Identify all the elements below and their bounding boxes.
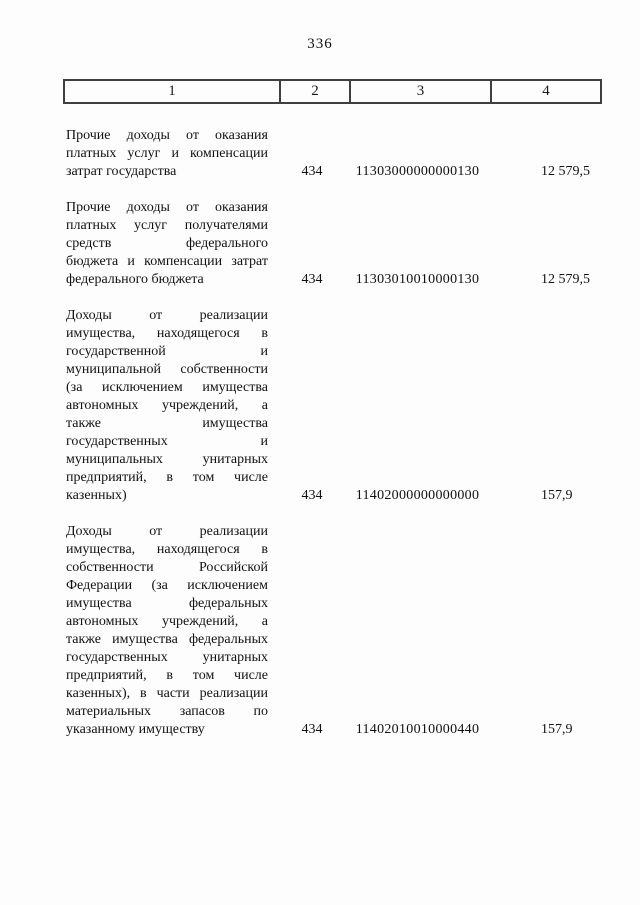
page-number: 336: [307, 36, 333, 52]
text-line: платных услуг и компенсации: [66, 146, 268, 161]
text-line: Федерации (за исключением: [66, 578, 268, 593]
text-line: также имущества: [66, 416, 268, 431]
text-line: средств федерального: [66, 236, 268, 251]
row-amount-cell: 12 579,5: [541, 164, 590, 179]
text-line: Прочие доходы от оказания: [66, 128, 268, 143]
table-header-cell-2: 2: [279, 81, 349, 102]
text-line: бюджета и компенсации затрат: [66, 254, 268, 269]
text-line: муниципальных унитарных: [66, 452, 268, 467]
text-line: собственности Российской: [66, 560, 268, 575]
text-line: затрат государства: [66, 164, 177, 179]
text-line: федерального бюджета: [66, 272, 204, 287]
table-body: [63, 127, 602, 757]
text-line: государственных и: [66, 434, 268, 449]
table-header-cell-3: 3: [349, 81, 490, 102]
row-name-cell: [63, 523, 277, 739]
row-name-cell: [63, 199, 277, 289]
text-line: имущества федеральных: [66, 596, 268, 611]
row-chapter-code-cell: 434: [301, 272, 323, 287]
text-line: имущества, находящегося в: [66, 326, 268, 341]
row-classification-code-cell: 11402010010000440: [355, 722, 480, 737]
table-header-cell-1: 1: [168, 83, 176, 99]
row-classification-code-cell: 11402000000000000: [355, 488, 480, 503]
table-row: [63, 199, 602, 289]
text-line: автономных учреждений, а: [66, 614, 268, 629]
table-row: [63, 523, 602, 739]
row-amount-cell: 157,9: [541, 722, 573, 737]
text-line: казенных), в части реализации: [66, 686, 268, 701]
text-line: предприятий, в том числе: [66, 470, 268, 485]
text-line: также имущества федеральных: [66, 632, 268, 647]
row-chapter-code-cell: 434: [301, 164, 323, 179]
text-line: казенных): [66, 488, 127, 503]
table-header-row: [63, 79, 602, 104]
row-amount-cell: 157,9: [541, 488, 573, 503]
row-name-cell: [63, 307, 277, 505]
row-name-cell: [63, 127, 277, 181]
text-line: государственных унитарных: [66, 650, 268, 665]
text-line: Доходы от реализации: [66, 308, 268, 323]
text-line: имущества, находящегося в: [66, 542, 268, 557]
text-line: Прочие доходы от оказания: [66, 200, 268, 215]
text-line: государственной и: [66, 344, 268, 359]
row-chapter-code-cell: 434: [301, 488, 323, 503]
text-line: предприятий, в том числе: [66, 668, 268, 683]
table-row: [63, 307, 602, 505]
text-line: муниципальной собственности: [66, 362, 268, 377]
table-row: [63, 127, 602, 181]
table-header-cell-4: 4: [490, 81, 600, 102]
text-line: платных услуг получателями: [66, 218, 268, 233]
text-line: материальных запасов по: [66, 704, 268, 719]
text-line: указанному имуществу: [66, 722, 205, 737]
row-classification-code-cell: 11303010010000130: [355, 272, 480, 287]
text-line: автономных учреждений, а: [66, 398, 268, 413]
row-amount-cell: 12 579,5: [541, 272, 590, 287]
row-chapter-code-cell: 434: [301, 722, 323, 737]
row-classification-code-cell: 11303000000000130: [355, 164, 480, 179]
text-line: Доходы от реализации: [66, 524, 268, 539]
text-line: (за исключением имущества: [66, 380, 268, 395]
